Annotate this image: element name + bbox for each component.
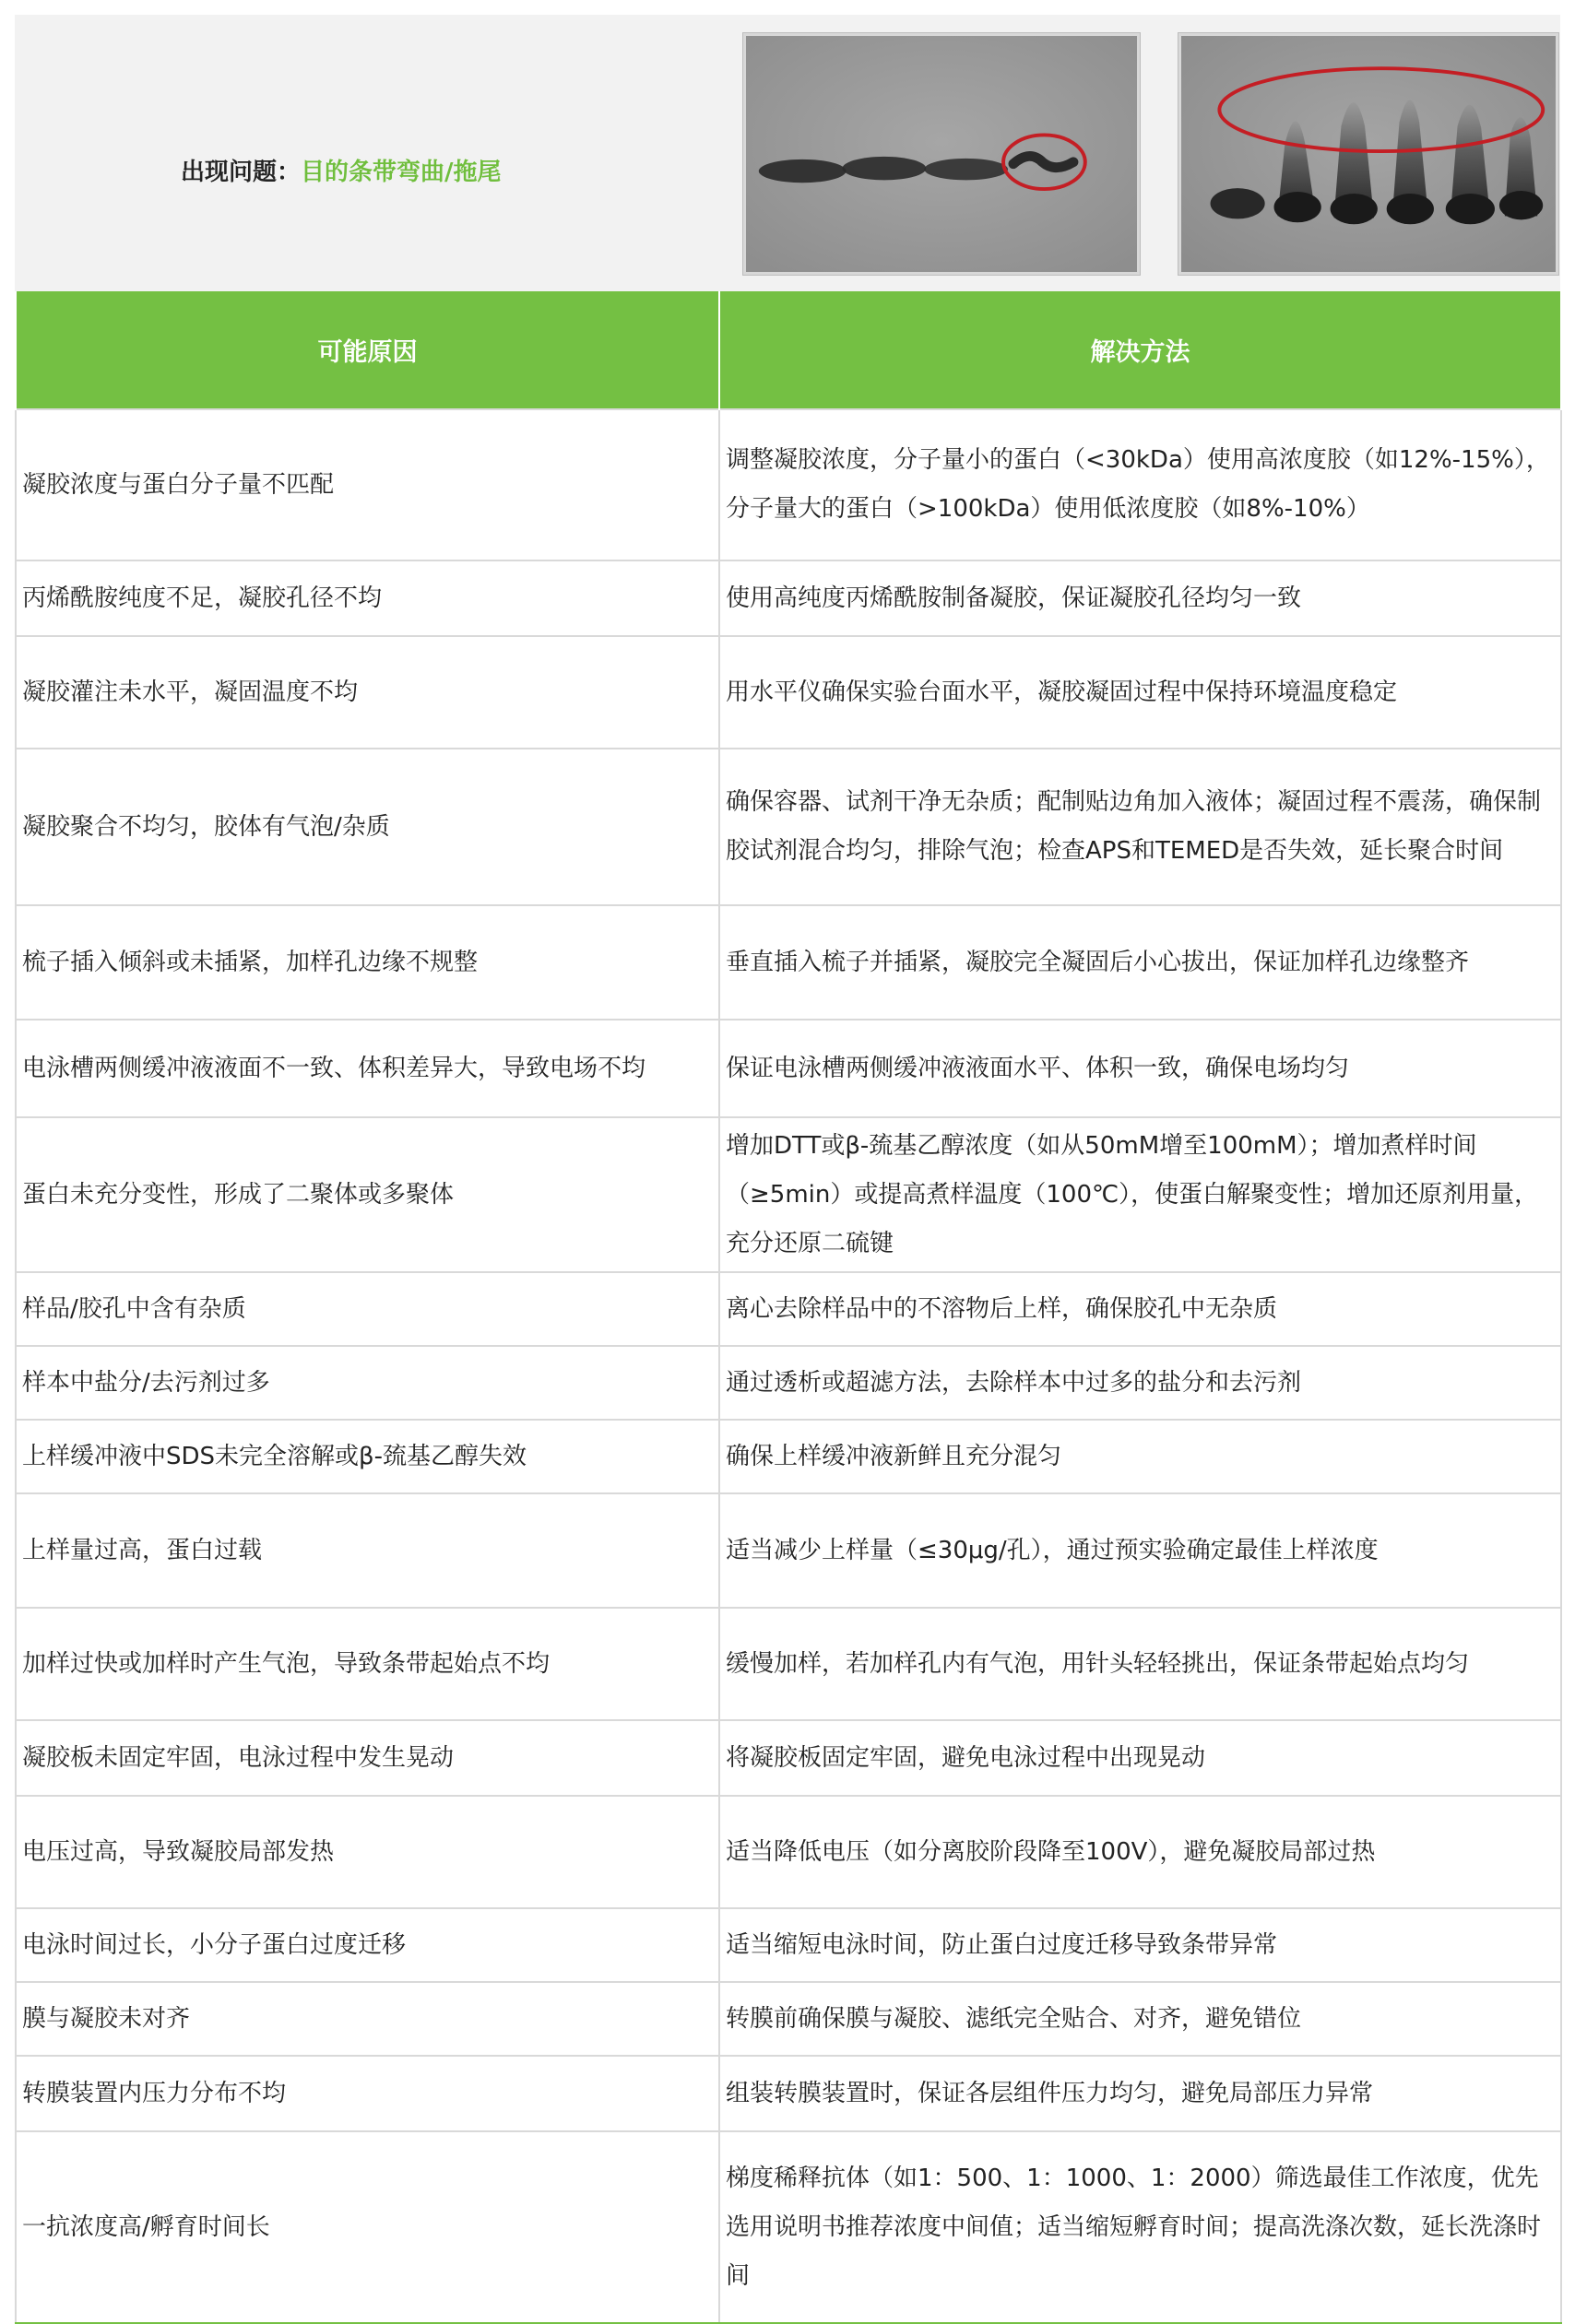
table-row (16, 560, 1561, 636)
solution-cell: 适当缩短电泳时间，防止蛋白过度迁移导致条带异常 (719, 1908, 1561, 1982)
cause-cell: 凝胶浓度与蛋白分子量不匹配 (16, 409, 719, 560)
western-blot-image-smearing (1178, 33, 1558, 275)
table-row (16, 1720, 1561, 1796)
blot-1-band-1 (759, 159, 847, 183)
problem-label-prefix: 出现问题： (181, 159, 302, 186)
cause-cell: 膜与凝胶未对齐 (16, 1982, 719, 2056)
solution-cell: 将凝胶板固定牢固，避免电泳过程中出现晃动 (719, 1720, 1561, 1796)
cause-cell: 一抗浓度高/孵育时间长 (16, 2131, 719, 2323)
problem-label (181, 153, 502, 187)
table-row (16, 1608, 1561, 1720)
table-row (16, 2056, 1561, 2131)
blot-2-band-3 (1331, 194, 1378, 224)
solution-cell: 确保上样缓冲液新鲜且充分混匀 (719, 1420, 1561, 1493)
blot-2-band-6 (1499, 191, 1543, 219)
cause-cell: 凝胶灌注未水平，凝固温度不均 (16, 636, 719, 749)
solution-cell: 适当降低电压（如分离胶阶段降至100V），避免凝胶局部过热 (719, 1796, 1561, 1908)
blot-1-background (746, 36, 1137, 272)
solution-cell: 转膜前确保膜与凝胶、滤纸完全贴合、对齐，避免错位 (719, 1982, 1561, 2056)
cause-cell: 电泳槽两侧缓冲液液面不一致、体积差异大，导致电场不均 (16, 1020, 719, 1117)
cause-cell: 丙烯酰胺纯度不足，凝胶孔径不均 (16, 560, 719, 636)
western-blot-image-curved-band (743, 33, 1140, 275)
solution-cell: 确保容器、试剂干净无杂质；配制贴边角加入液体；凝固过程不震荡，确保制胶试剂混合均匀，排除气泡；检查APS和TEMED是否失效，延长聚合时间 (719, 749, 1561, 905)
table-row (16, 905, 1561, 1020)
cause-cell: 样本中盐分/去污剂过多 (16, 1346, 719, 1420)
solution-cell: 用水平仪确保实验台面水平，凝胶凝固过程中保持环境温度稳定 (719, 636, 1561, 749)
table-row (16, 1346, 1561, 1420)
header-solution: 解决方法 (719, 291, 1561, 409)
blot-1-svg (746, 36, 1137, 272)
table-row (16, 409, 1561, 560)
solution-cell: 梯度稀释抗体（如1：500、1：1000、1：2000）筛选最佳工作浓度，优先选用说明书推荐浓度中间值；适当缩短孵育时间；提高洗涤次数，延长洗涤时间 (719, 2131, 1561, 2323)
table-row (16, 749, 1561, 905)
table-row (16, 1493, 1561, 1608)
troubleshooting-table (15, 291, 1562, 2324)
solution-cell: 通过透析或超滤方法，去除样本中过多的盐分和去污剂 (719, 1346, 1561, 1420)
page (15, 15, 1560, 2324)
table-row (16, 2131, 1561, 2323)
header-cause: 可能原因 (16, 291, 719, 409)
table-row (16, 1420, 1561, 1493)
cause-cell: 转膜装置内压力分布不均 (16, 2056, 719, 2131)
cause-cell: 蛋白未充分变性，形成了二聚体或多聚体 (16, 1117, 719, 1272)
cause-cell: 加样过快或加样时产生气泡，导致条带起始点不均 (16, 1608, 719, 1720)
solution-cell: 组装转膜装置时，保证各层组件压力均匀，避免局部压力异常 (719, 2056, 1561, 2131)
blot-2-band-2 (1274, 192, 1321, 222)
blot-2-background (1181, 36, 1556, 272)
table-row (16, 1272, 1561, 1346)
blot-1-band-3 (924, 159, 1008, 180)
table-row (16, 1796, 1561, 1908)
blot-2-band-1 (1211, 188, 1265, 218)
blot-2-svg (1181, 36, 1556, 272)
solution-cell: 调整凝胶浓度，分子量小的蛋白（<30kDa）使用高浓度胶（如12%-15%），分子量大的蛋白（>100kDa）使用低浓度胶（如8%-10%） (719, 409, 1561, 560)
cause-cell: 凝胶聚合不均匀，胶体有气泡/杂质 (16, 749, 719, 905)
cause-cell: 凝胶板未固定牢固，电泳过程中发生晃动 (16, 1720, 719, 1796)
cause-cell: 电压过高，导致凝胶局部发热 (16, 1796, 719, 1908)
solution-cell: 保证电泳槽两侧缓冲液液面水平、体积一致，确保电场均匀 (719, 1020, 1561, 1117)
problem-banner (15, 15, 1560, 291)
solution-cell: 适当减少上样量（≤30μg/孔），通过预实验确定最佳上样浓度 (719, 1493, 1561, 1608)
solution-cell: 增加DTT或β-巯基乙醇浓度（如从50mM增至100mM）；增加煮样时间（≥5min）或提高煮样温度（100℃），使蛋白解聚变性；增加还原剂用量，充分还原二硫键 (719, 1117, 1561, 1272)
table-row (16, 1982, 1561, 2056)
cause-cell: 电泳时间过长，小分子蛋白过度迁移 (16, 1908, 719, 1982)
cause-cell: 上样量过高，蛋白过载 (16, 1493, 719, 1608)
problem-value: 目的条带弯曲/拖尾 (301, 159, 502, 186)
solution-cell: 使用高纯度丙烯酰胺制备凝胶，保证凝胶孔径均匀一致 (719, 560, 1561, 636)
cause-cell: 上样缓冲液中SDS未完全溶解或β-巯基乙醇失效 (16, 1420, 719, 1493)
blot-2-band-5 (1446, 194, 1495, 224)
solution-cell: 离心去除样品中的不溶物后上样，确保胶孔中无杂质 (719, 1272, 1561, 1346)
table-row (16, 636, 1561, 749)
table-header-row (16, 291, 1561, 409)
table-row (16, 1908, 1561, 1982)
cause-cell: 样品/胶孔中含有杂质 (16, 1272, 719, 1346)
blot-1-band-2 (843, 157, 927, 180)
cause-cell: 梳子插入倾斜或未插紧，加样孔边缘不规整 (16, 905, 719, 1020)
blot-2-band-4 (1387, 194, 1434, 224)
table-row (16, 1020, 1561, 1117)
table-row (16, 1117, 1561, 1272)
solution-cell: 垂直插入梳子并插紧，凝胶完全凝固后小心拔出，保证加样孔边缘整齐 (719, 905, 1561, 1020)
solution-cell: 缓慢加样，若加样孔内有气泡，用针头轻轻挑出，保证条带起始点均匀 (719, 1608, 1561, 1720)
